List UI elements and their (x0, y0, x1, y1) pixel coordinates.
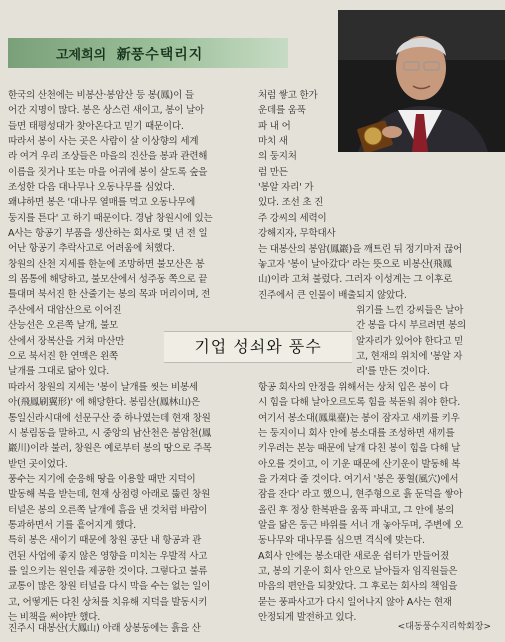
text-line: 리'를 만든 것이다. (356, 366, 430, 378)
text-line: 항공 회사의 안정을 위해서는 상처 입은 봉이 다 (258, 382, 449, 393)
text-line: 특히 봉은 새이기 때문에 창원 공단 내 항공과 관 (8, 535, 202, 547)
text-line: 巖川)이라 불러, 창원은 예로부터 봉의 땅으로 주목 (8, 443, 212, 455)
text-line: 진주시 대봉산(大鳳山) 아래 상봉동에는 흙을 산 (8, 623, 201, 634)
text-line: 는 비책을 써야만 했다. (8, 612, 101, 624)
header-series: 풍수택리지 (130, 47, 204, 63)
text-line: 알을 닮은 둥근 바위를 서너 개 놓아두며, 주변에 오 (258, 520, 463, 532)
text-line: 고, 현재의 위치에 '봉알 자 (356, 351, 463, 363)
text-line: 진주에서 큰 인물이 배출되지 않았다. (258, 289, 407, 301)
text-line: 통일신라시대에 선문구산 중 하나였는데 현재 창원 (8, 412, 211, 424)
article-column-2-bottom (258, 380, 498, 626)
text-line: 키우려는 본능 때문에 날개 다친 봉이 힘을 다해 날 (258, 443, 461, 455)
text-line: 마치 새 (258, 136, 288, 148)
text-line: 둥지를 튼다' 고 하기 때문이다. 경남 창원시에 있는 (8, 212, 213, 224)
text-line: 주 강씨의 세력이 (258, 213, 327, 224)
text-line: 럼 만든 (258, 166, 288, 178)
text-line: 날개를 그대로 닮아 있다. (8, 366, 110, 378)
article-column-1-wrap (8, 303, 158, 380)
text-line: '봉알 자리' 가 (258, 182, 314, 194)
text-line: 교통이 많은 창원 터널을 다시 막을 수는 없는 일이 (8, 581, 211, 593)
text-line: 틀대며 북서진 한 산줄기는 봉의 목과 머리이며, 전 (8, 289, 211, 301)
article-column-1-top (8, 88, 248, 303)
text-line: 통과하면서 기를 흩어지게 했다. (8, 520, 136, 532)
text-line: 라 여겨 우리 조상들은 마을의 진산을 봉과 관련해 (8, 151, 208, 163)
text-line: 처럼 쌓고 한가 (258, 90, 318, 101)
text-line: 파 내 어 (258, 120, 291, 132)
text-line: 고, 어떻게든 다친 상처를 치유해 지덕을 발동시키 (8, 596, 208, 608)
text-line: 를 일으키는 원인을 제공한 것이다. 그렇다고 불류 (8, 566, 208, 578)
text-line: 올린 후 정상 한복판을 움푹 파내고, 그 안에 봉의 (258, 504, 454, 516)
text-line: 잠을 잔다' 라고 했으니, 현주형으로 흙 둔덕을 쌓아 (258, 489, 463, 501)
text-line: 한국의 산천에는 비봉산·봉암산 등 봉(鳳)이 들 (8, 90, 194, 101)
text-line: 놓고자 '봉이 날아갔다' 라는 뜻으로 비봉산(飛鳳 (258, 259, 452, 271)
text-line: 묻는 풍파사고가 다시 일어나지 않아 A사는 현재 (258, 596, 452, 608)
author-photo (338, 10, 505, 152)
text-line: 알자리가 있어야 한다고 믿 (356, 335, 464, 347)
text-line: 강해지자, 무학대사 (258, 228, 336, 240)
text-line: 안정되게 발전하고 있다. (258, 612, 357, 624)
text-line: 터널은 봉의 오른쪽 날개에 흠을 낸 것처럼 바람이 (8, 504, 208, 516)
text-line: 고, 봉의 기운이 회사 안으로 날아들자 임직원들은 (258, 566, 458, 578)
text-line: 풍수는 지기에 순응해 땅을 이용할 때만 지덕이 (8, 474, 196, 486)
text-line: 이름을 짓거나 또는 마을 어귀에 봉이 살도록 숲을 (8, 166, 208, 178)
article-column-2-wrap (356, 303, 501, 380)
text-line: 여기서 봉소대(鳳巢臺)는 봉이 잠자고 새끼를 키우 (258, 412, 460, 424)
text-line: 발동해 복을 받는데, 현재 상점령 아래로 뚫린 창원 (8, 489, 211, 501)
text-line: A회사 안에는 봉소대란 새로운 쉼터가 만들어졌 (258, 550, 449, 562)
text-line: 따라서 창원의 지세는 '봉이 날개를 씻는 비봉세 (8, 382, 198, 393)
text-line: 운데를 움푹 (258, 105, 306, 117)
text-line: 시 힘을 다해 날아오르도록 힘을 북돋워 줘야 한다. (258, 397, 461, 409)
text-line: 창원의 산천 지세를 한눈에 조망하면 불모산은 봉 (8, 258, 205, 270)
text-line: 들면 태평성대가 찾아온다고 믿기 때문이다. (8, 120, 184, 132)
text-line: 는 둥지이니 회사 안에 봉소대를 조성하면 새끼를 (258, 428, 455, 440)
article-column-1-last (8, 621, 248, 636)
text-line: 주산에서 대암산으로 이어진 (8, 305, 122, 316)
column-header (8, 38, 288, 68)
author-portrait-image (338, 10, 505, 152)
text-line: 왜냐하면 봉은 '대나무 열매를 먹고 오동나무에 (8, 197, 196, 209)
text-line: 조성한 다음 대나무나 오동나무를 심었다. (8, 182, 175, 194)
header-author: 고제희의 (56, 48, 107, 63)
text-line: 아오를 것이고, 이 기운 때문에 산기운이 발동해 복 (258, 458, 461, 470)
text-line: 는 대봉산의 봉암(鳳巖)을 깨트린 뒤 정기마저 끊어 (258, 243, 463, 255)
text-line: 을 가져다 줄 것이다. 여기서 '봉은 풍혈(風穴)에서 (258, 474, 459, 486)
text-line: A사는 항공기 부품을 생산하는 회사로 몇 년 전 일 (8, 228, 208, 240)
text-line: 마음의 편안을 되찾았다. 그 후로는 회사의 책임을 (258, 581, 458, 593)
text-line: 받던 곳이었다. (8, 458, 68, 470)
text-line: 시 봉림동을 말하고, 시 중앙의 남산천은 봉암천(鳳 (8, 428, 212, 440)
text-line: 산에서 장복산을 거쳐 마산만 (8, 335, 125, 347)
article-column-2-mid (258, 211, 498, 303)
text-line: 으로 북서진 한 연맥은 왼쪽 (8, 351, 119, 363)
article-column-1-bottom (8, 380, 248, 626)
text-line: 위기를 느낀 강씨들은 날아 (356, 305, 464, 316)
text-line: 의 둥지처 (258, 151, 297, 163)
text-line: 산능선은 오른쪽 날개, 불모 (8, 320, 119, 332)
article-column-2-top (258, 88, 338, 211)
text-line: 의 몸통에 해당하고, 불모산에서 성주동 쪽으로 끝 (8, 274, 208, 286)
text-line: 있다. 조선 초 진 (258, 197, 324, 209)
text-line: 간 봉을 다시 부르려면 봉의 (356, 320, 467, 332)
text-line: 동나무와 대나무를 심으면 격식에 맞는다. (258, 535, 425, 547)
author-byline: <대동풍수지리학회장> (397, 622, 491, 632)
text-line: 아(飛鳳刷翼形)' 에 해당한다. 봉림산(鳳林山)은 (8, 397, 200, 409)
article-subheading: 기업 성쇠와 풍수 (164, 331, 352, 363)
text-line: 어난 항공기 추락사고로 어려움에 처했다. (8, 243, 175, 255)
text-line: 山)이라 고쳐 불렀다. 그러자 이성계는 그 이후로 (258, 274, 453, 286)
text-line: 따라서 봉이 사는 곳은 사람이 살 이상향의 세계 (8, 136, 199, 148)
text-line: 어간 지명이 많다. 봉은 상스런 새이고, 봉이 날아 (8, 105, 204, 117)
text-line: 련된 사업에 좋지 않은 영향을 미치는 우발적 사고 (8, 550, 208, 562)
header-new: 新 (116, 47, 131, 63)
